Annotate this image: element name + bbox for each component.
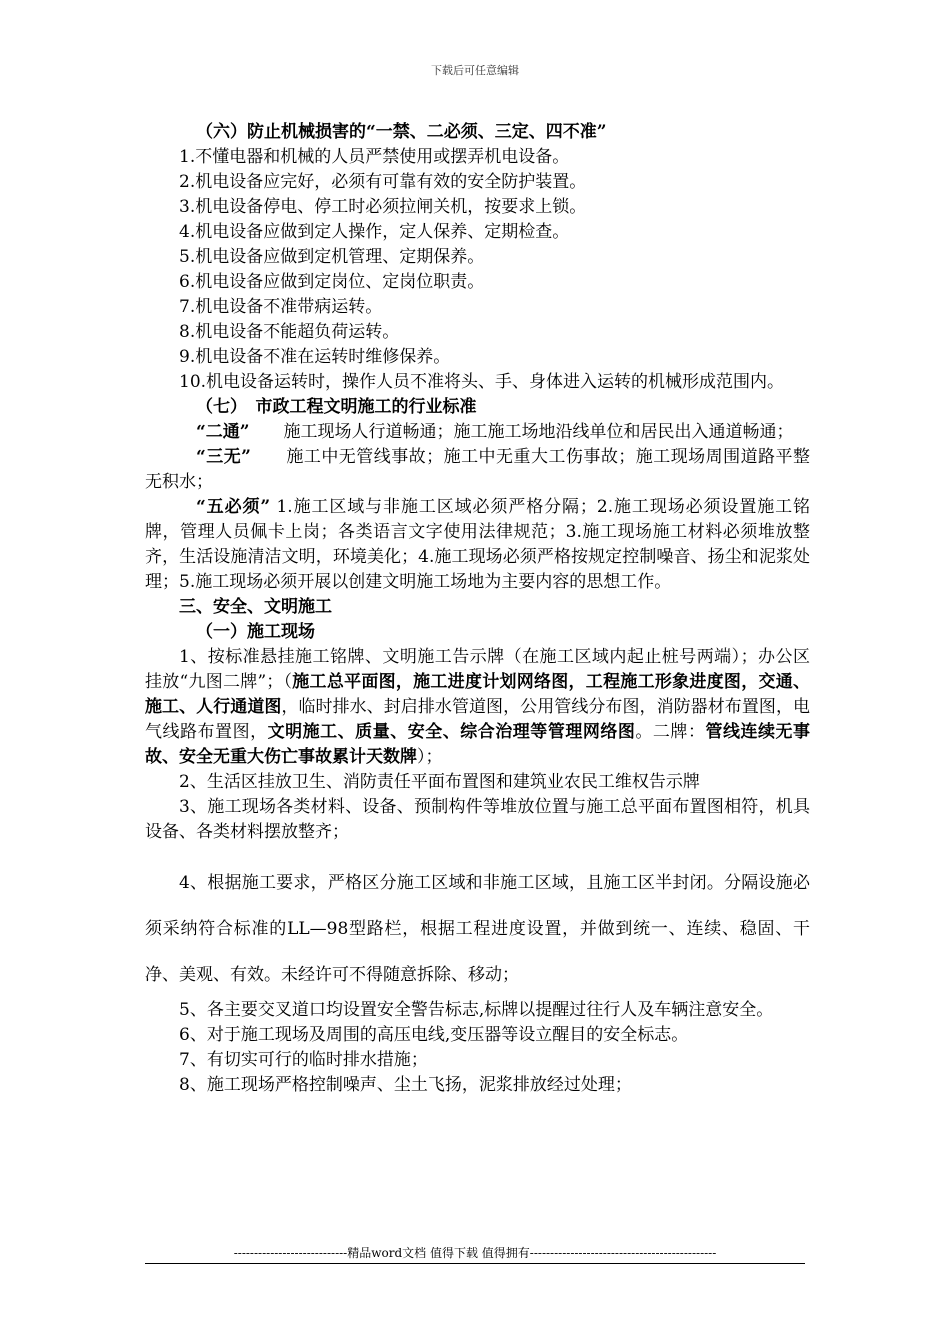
- item1-bold-1: 施工总平面图，施工进度计划网络图，工程施工形象进度图，交通、施工、人行通道图: [145, 672, 810, 717]
- section6-item: 10.机电设备运转时，操作人员不准将头、手、身体进入运转的机械形成范围内。: [179, 372, 785, 392]
- section6-item: 8.机电设备不能超负荷运转。: [179, 322, 400, 342]
- part3-item2: 2、生活区挂放卫生、消防责任平面布置图和建筑业农民工维权告示牌: [179, 772, 700, 792]
- part3-item4: 4、根据施工要求，严格区分施工区域和非施工区域，且施工区半封闭。分隔设施必须采纳符合标准的LL—98型路栏，根据工程进度设置，并做到统一、连续、稳固、干净、美观、有效。未经许可不得随意拆除、移动；: [145, 873, 810, 985]
- item1-text-3: 。二牌：: [635, 722, 706, 742]
- part3-title: 三、安全、文明施工: [179, 597, 332, 617]
- page-footer: ----------------------------精品word文档 值得下载 值得拥有----------------------------------------------: [233, 1246, 717, 1260]
- section6-title: （六）防止机械损害的“一禁、二必须、三定、四不准”: [196, 122, 607, 142]
- part3-item7: 7、有切实可行的临时排水措施；: [179, 1050, 428, 1070]
- section7-wubixu: [145, 495, 810, 595]
- sanwu-text: 施工中无管线事故；施工中无重大工伤事故；施工现场周围道路平整无积水；: [145, 447, 810, 492]
- part3-item8: 8、施工现场严格控制噪声、尘土飞扬，泥浆排放经过处理；: [179, 1075, 632, 1095]
- item1-bold-2: 文明施工、质量、安全、综合治理等管理网络图: [267, 722, 636, 742]
- part3-item1: [145, 645, 810, 770]
- section6-item: 9.机电设备不准在运转时维修保养。: [179, 347, 451, 367]
- section6-item: 7.机电设备不准带病运转。: [179, 297, 383, 317]
- section6-item: 3.机电设备停电、停工时必须拉闸关机，按要求上锁。: [179, 197, 587, 217]
- item1-bold-3: 管线连续无事故、安全无重大伤亡事故累计天数牌: [145, 722, 811, 767]
- wubixu-label: “五必须”: [196, 497, 271, 517]
- section7-title: （七） 市政工程文明施工的行业标准: [196, 397, 477, 417]
- document-body: [145, 120, 810, 1098]
- section6-item: 2.机电设备应完好，必须有可靠有效的安全防护装置。: [179, 172, 587, 192]
- item1-text-4: ）；: [417, 747, 443, 767]
- part3-item6: 6、对于施工现场及周围的高压电线,变压器等设立醒目的安全标志。: [179, 1025, 689, 1045]
- part3-item3: 3、施工现场各类材料、设备、预制构件等堆放位置与施工总平面布置图相符，机具设备、各类材料摆放整齐；: [145, 797, 810, 842]
- section7-ertong: [145, 420, 810, 445]
- sanwu-label: “三无”: [196, 447, 251, 467]
- ertong-label: “二通”: [196, 422, 250, 442]
- part3-item5: 5、各主要交叉道口均设置安全警告标志,标牌以提醒过往行人及车辆注意安全。: [179, 1000, 774, 1020]
- section6-item: 5.机电设备应做到定机管理、定期保养。: [179, 247, 485, 267]
- page-header: 下载后可任意编辑: [431, 64, 519, 77]
- item1-text-1: 1、按标准悬挂施工铭牌、文明施工告示牌（在施工区域内起止桩号两端）；办公区挂放“九图二牌”；（: [145, 647, 810, 692]
- section7-sanwu: [145, 445, 810, 495]
- section6-item: 1.不懂电器和机械的人员严禁使用或摆弄机电设备。: [179, 147, 570, 167]
- wubixu-text: 1.施工区域与非施工区域必须严格分隔；2.施工现场必须设置施工铭牌，管理人员佩卡上岗；各类语言文字使用法律规范；3.施工现场施工材料必须堆放整齐，生活设施清洁文明，环境美化；4.施工现场必须严格按规定控制噪音、扬尘和泥浆处理；5.施工现场必须开展以创建文明施工场地为主要内容的思想工作。: [145, 497, 811, 592]
- section6-item: 4.机电设备应做到定人操作，定人保养、定期检查。: [179, 222, 570, 242]
- item1-text-2: ，临时排水、封启排水管道图，公用管线分布图，消防器材布置图，电气线路布置图，: [145, 697, 810, 742]
- section6-item: 6.机电设备应做到定岗位、定岗位职责。: [179, 272, 485, 292]
- footer-divider: [145, 1263, 805, 1264]
- ertong-text: 施工现场人行道畅通；施工施工场地沿线单位和居民出入通道畅通；: [249, 422, 794, 442]
- part3-sub1-title: （一）施工现场: [196, 622, 315, 642]
